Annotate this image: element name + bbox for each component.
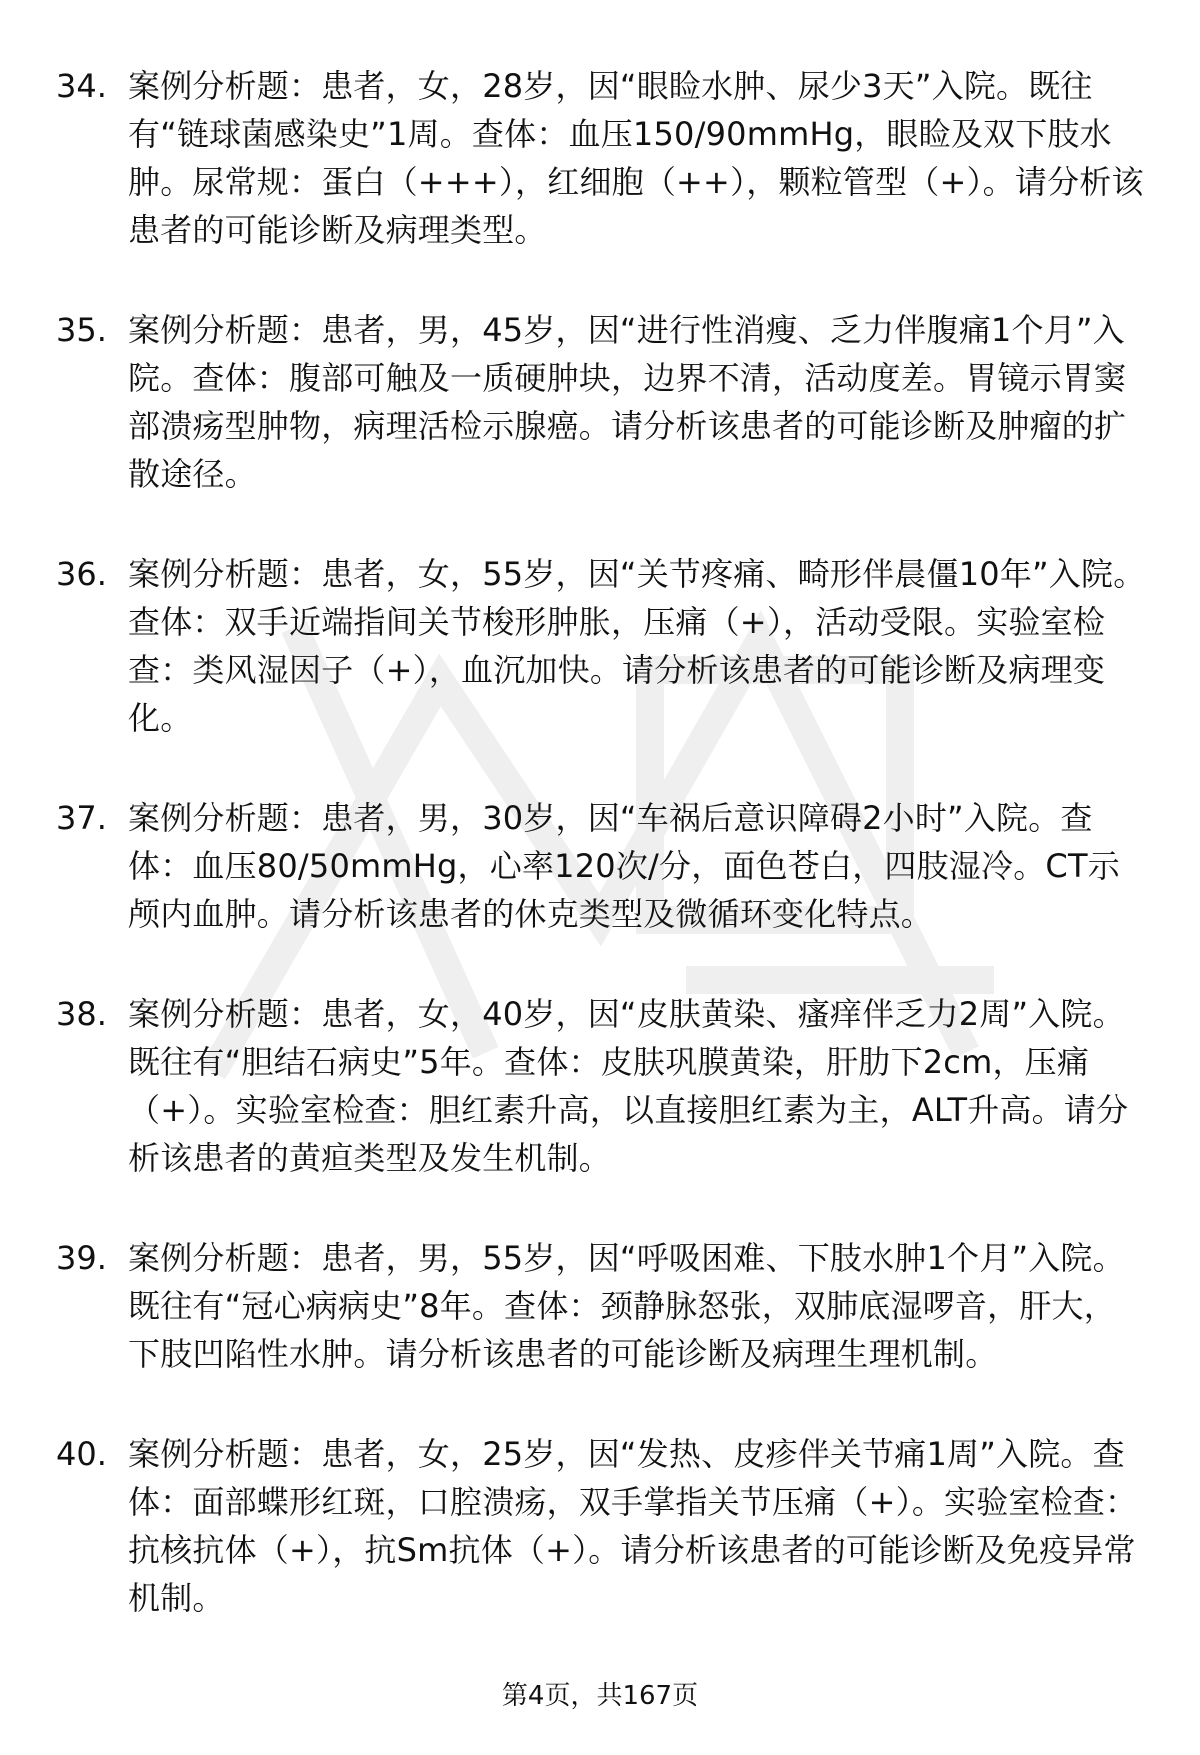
question-number: 35.: [56, 311, 107, 349]
page-footer: [0, 1678, 1200, 1714]
question-number: 37.: [56, 799, 107, 837]
question-number: 34.: [56, 67, 107, 105]
question-35: [56, 306, 1156, 498]
question-text: 案例分析题：患者，女，40岁，因“皮肤黄染、瘙痒伴乏力2周”入院。既往有“胆结石病史”5年。查体：皮肤巩膜黄染，肝肋下2cm，压痛（+）。实验室检查：胆红素升高，以直接胆红素为主，ALT升高。请分析该患者的黄疸类型及发生机制。: [128, 995, 1129, 1177]
question-text: 案例分析题：患者，男，30岁，因“车祸后意识障碍2小时”入院。查体：血压80/50mmHg，心率120次/分，面色苍白，四肢湿冷。CT示颅内血肿。请分析该患者的休克类型及微循环变化特点。: [128, 799, 1120, 933]
question-number: 38.: [56, 995, 107, 1033]
page-number-label: 第4页，共167页: [501, 1681, 699, 1711]
question-38: [56, 990, 1156, 1182]
question-text: 案例分析题：患者，女，55岁，因“关节疼痛、畸形伴晨僵10年”入院。查体：双手近端指间关节梭形肿胀，压痛（+），活动受限。实验室检查：类风湿因子（+），血沉加快。请分析该患者的可能诊断及病理变化。: [128, 555, 1146, 737]
question-number: 36.: [56, 555, 107, 593]
question-number: 40.: [56, 1435, 107, 1473]
question-text: 案例分析题：患者，女，25岁，因“发热、皮疹伴关节痛1周”入院。查体：面部蝶形红斑，口腔溃疡，双手掌指关节压痛（+）。实验室检查：抗核抗体（+），抗Sm抗体（+）。请分析该患者的可能诊断及免疫异常机制。: [128, 1435, 1138, 1617]
question-text: 案例分析题：患者，男，55岁，因“呼吸困难、下肢水肿1个月”入院。既往有“冠心病病史”8年。查体：颈静脉怒张，双肺底湿啰音，肝大，下肢凹陷性水肿。请分析该患者的可能诊断及病理生理机制。: [128, 1239, 1125, 1373]
question-list: [56, 62, 1156, 1674]
question-40: [56, 1430, 1156, 1622]
question-number: 39.: [56, 1239, 107, 1277]
question-36: [56, 550, 1156, 742]
question-37: [56, 794, 1156, 938]
question-34: [56, 62, 1156, 254]
question-text: 案例分析题：患者，男，45岁，因“进行性消瘦、乏力伴腹痛1个月”入院。查体：腹部可触及一质硬肿块，边界不清，活动度差。胃镜示胃窦部溃疡型肿物，病理活检示腺癌。请分析该患者的可能诊断及肿瘤的扩散途径。: [128, 311, 1127, 493]
question-text: 案例分析题：患者，女，28岁，因“眼睑水肿、尿少3天”入院。既往有“链球菌感染史”1周。查体：血压150/90mmHg，眼睑及双下肢水肿。尿常规：蛋白（+++），红细胞（++），颗粒管型（+）。请分析该患者的可能诊断及病理类型。: [128, 67, 1144, 249]
question-39: [56, 1234, 1156, 1378]
